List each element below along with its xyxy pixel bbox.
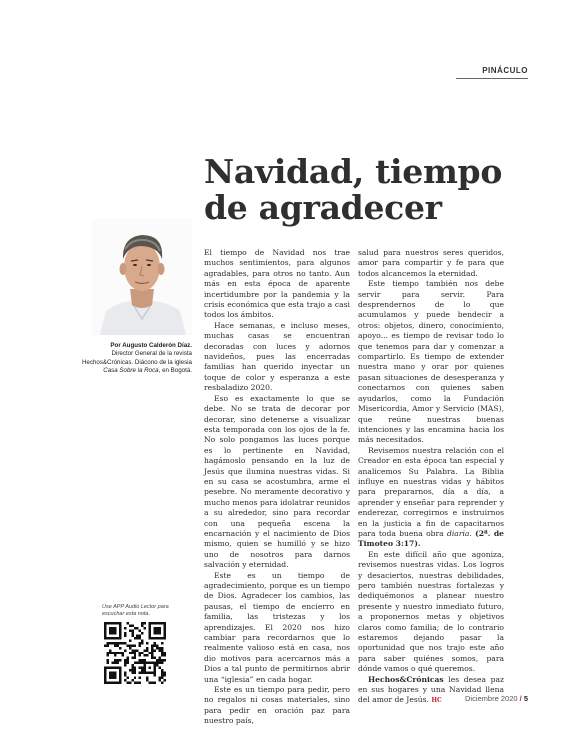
footer-separator: /: [519, 694, 522, 703]
section-rule: [456, 78, 528, 79]
bible-reference: (2ª. de Timoteo 3:17).: [358, 528, 505, 549]
paragraph: Hace semanas, e incluso meses, muchas casas se encuentran decoradas con luces y adornos navideños, pues las encerradas familias han querido inyectar un toque de color y esperanza a este resbaladizo 2020.: [204, 320, 350, 393]
paragraph: Este tiempo también nos debe servir para servir. Para desprendernos de lo que acumulamos y puede bendecir a otros: objetos, dinero, conocimiento, apoyo... es tiempo de revisar todo lo que tenemos para dar y comenzar a compartirlo. Es tiempo de extender nuestra mano y orar por quienes pasan situaciones de desesperanza y conectarnos con quienes saben ayudarlos, como la Fundación Misericordia, Amor y Servicio (MAS), que reúne nuestras buenas intenciones y las encamina hacia los más necesitados.: [358, 279, 504, 445]
paragraph: En este difícil año que agoniza, revisemos nuestras vidas. Los logros y desaciertos, nuestras debilidades, pero también nuestras fortalezas y dediquémonos a planear nuestro presente y nuestro inmediato futuro, a proponernos metas y objetivos claros como familia; de lo contrario estaremos dejando pasar la oportunidad que nos trajo este año para saber quiénes somos, para dónde vamos o qué queremos.: [358, 549, 504, 674]
paragraph: Este es un tiempo para pedir, pero no regalos ni cosas materiales, sino para pedir en oración paz para nuestro país,: [204, 685, 350, 726]
author-caption: [80, 342, 192, 375]
paragraph: Eso es exactamente lo que se debe. No se trata de decorar por decorar, sino detenerse a visualizar esta temporada con los ojos de la fe. No solo pongamos las luces porque es lo pertinente en Navidad, hagámoslo pensando en la luz de Jesús que ilumina nuestras vidas. Si en su casa se acostumbra, arme el pesebre. No meramente decorativo y mucho menos para idolatrar reunidos a su alrededor, sino para recordar con una pequeña escena la encarnación y el nacimiento de Dios mismo, quien se humilló y se hizo uno de nosotros para darnos salvación y eternidad.: [204, 393, 350, 570]
paragraph: El tiempo de Navidad nos trae muchos sentimientos, para algunos agradables, para otros no tanto. Aun más en esta época de aparente incertidumbre por la pandemia y la crisis económica que esta trajo a casi todos los ámbitos.: [204, 248, 350, 320]
author-name: Por Augusto Calderón Díaz.: [110, 342, 192, 349]
paragraph: Este es un tiempo de agradecimiento, porque es un tiempo de Dios. Agradecer los cambios, las pausas, el tiempo de encierro en familia, las tristezas y los aprendizajes. El 2020 nos hizo cambiar para recordarnos que lo realmente valioso está en casa, nos dio motivos para acercarnos más a Dios a tal punto de permitirnos abrir una “iglesia” en cada hogar.: [204, 570, 350, 684]
end-mark-icon: HC: [431, 697, 442, 705]
author-bio: Director General de la revista Hechos&Crónicas. Diácono de la iglesia: [81, 350, 192, 366]
brand-name: Hechos&Crónicas: [368, 674, 444, 684]
paragraph-text: Revisemos nuestra relación con el Creador en esta época tan especial y analicemos Su Palabra. La Biblia influye en nuestras vidas y hábitos para prepararnos, día a día, a aprender y enseñar para reprender y enderezar, corregirnos e instruirnos en la justicia a fin de capacitarnos para toda buena obra: [358, 445, 504, 538]
issue-date: Diciembre 2020: [465, 694, 518, 703]
paragraph-text: les desea paz en sus hogares y una Navidad llena del amor de Jesús.: [358, 674, 504, 705]
author-photo: [92, 219, 192, 335]
article-title: Navidad, tiempo de agradecer: [204, 152, 503, 227]
paragraph-italic: diaria: [447, 528, 470, 538]
qr-code[interactable]: [104, 622, 166, 684]
page-number: 5: [523, 694, 528, 703]
author-church: Casa Sobre la Roca: [103, 366, 159, 374]
audio-app-note: Use APP Audio Lector para escuchar esta nota.: [102, 604, 169, 617]
text-column-1: [204, 248, 350, 726]
section-tag: PINÁCULO: [482, 66, 528, 75]
paragraph: salud para nuestros seres queridos, amor para compartir y fe para que todos alcancemos la eternidad.: [358, 248, 504, 278]
author-bio-end: , en Bogotá.: [158, 366, 192, 374]
page-footer: [465, 694, 528, 703]
paragraph: Revisemos nuestra relación con el Creador en esta época tan especial y analicemos Su Palabra. La Biblia influye en nuestras vidas y hábitos para prepararnos, día a día, a aprender y enseñar para reprender y enderezar, corregirnos e instruirnos en la justicia a fin de capacitarnos para toda buena obra diaria. (2ª. de Timoteo 3:17).: [358, 445, 505, 549]
